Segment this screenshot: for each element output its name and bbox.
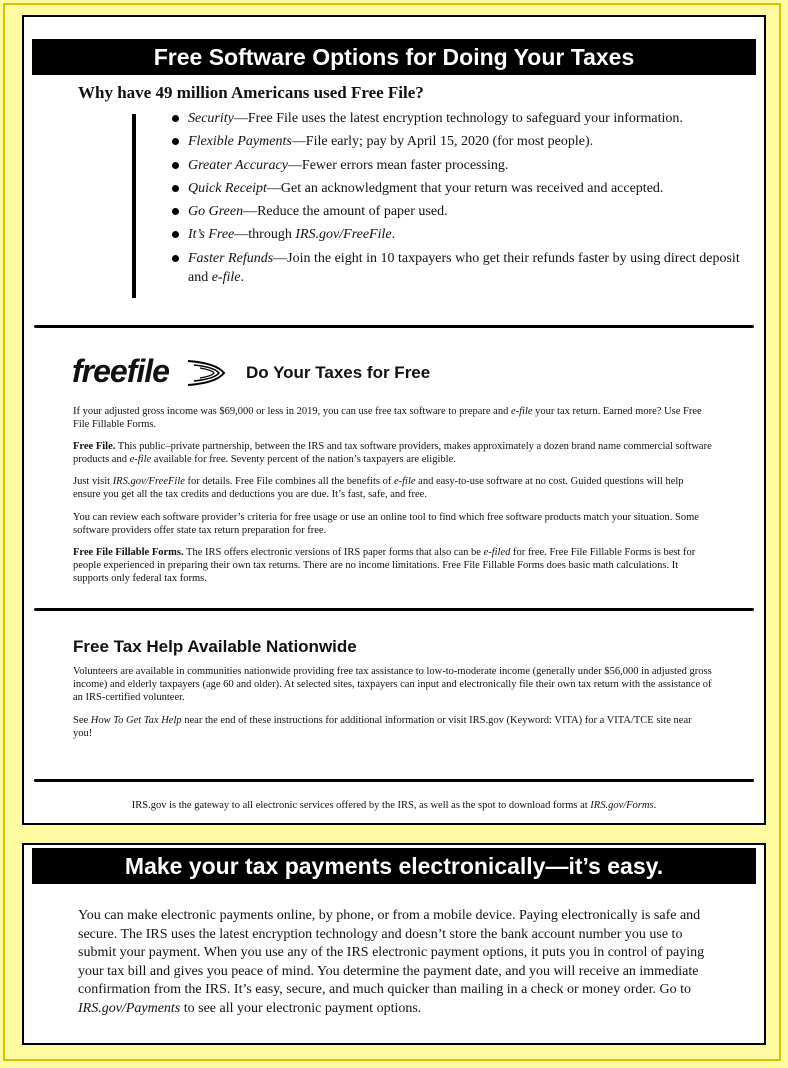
freefile-link[interactable]: IRS.gov/FreeFile	[295, 227, 392, 243]
do-taxes-free-heading: Do Your Taxes for Free	[246, 363, 431, 382]
freefile-paragraph: Free File. This public–private partnership, between the IRS and tax software providers, makes approximately a dozen brand name commercial software products and e-file available for free. Seventy percent of the nation’s taxpayers are eligible.	[73, 441, 712, 465]
swoosh-icon	[186, 353, 236, 393]
bullet-icon	[172, 255, 179, 262]
divider	[34, 325, 754, 328]
bullet-icon	[172, 138, 179, 145]
list-item: Flexible Payments—File early; pay by April 15, 2020 (for most people).	[172, 132, 742, 151]
freefile-paragraph: Just visit IRS.gov/FreeFile for details. Free File combines all the benefits of e-file and easy-to-use software at no cost. Guided questions will help ensure you get all the tax credits and deductions you are due. It’s fast, safe, and free.	[73, 476, 684, 500]
tax-help-paragraph: Volunteers are available in communities nationwide providing free tax assistance to low-to-moderate income (generally under $56,000 in adjusted gross income) and elderly taxpayers (age 60 and older). At selected sites, taxpayers can input and electronically file their own tax return with the assistance of an IRS-certified volunteer.	[73, 666, 712, 703]
list-item: Greater Accuracy—Fewer errors mean faster processing.	[172, 156, 742, 175]
tax-help-heading: Free Tax Help Available Nationwide	[73, 637, 357, 656]
bullet-icon	[172, 185, 179, 192]
bullet-icon	[172, 162, 179, 169]
bullet-sidebar	[132, 114, 136, 298]
payments-link[interactable]: IRS.gov/Payments	[78, 1000, 181, 1016]
bullet-icon	[172, 231, 179, 238]
irs-gateway-footer: IRS.gov is the gateway to all electronic services offered by the IRS, as well as the spot to download forms at IRS.gov/Forms.	[131, 800, 657, 811]
freefile-paragraph: If your adjusted gross income was $69,000 or less in 2019, you can use free tax software to prepare and e-file your tax return. Earned more? Use Free File Fillable Forms.	[73, 406, 702, 430]
list-item: Quick Receipt—Get an acknowledgment that your return was received and accepted.	[172, 179, 742, 198]
benefits-list	[172, 109, 742, 291]
why-free-file-heading: Why have 49 million Americans used Free File?	[78, 83, 424, 102]
freefile-logo: freefile	[72, 353, 169, 389]
freefile-paragraph: Free File Fillable Forms. The IRS offers electronic versions of IRS paper forms that also can be e-filed for free. Free File Fillable Forms is best for people experienced in preparing their own tax returns. There are no income limitations. Free File Fillable Forms does basic math calculations. It supports only federal tax forms.	[73, 547, 696, 584]
forms-link[interactable]: IRS.gov/Forms	[590, 800, 654, 811]
free-software-banner: Free Software Options for Doing Your Taxes	[32, 39, 756, 75]
freefile-paragraph: You can review each software provider’s criteria for free usage or use an online tool to find which free software products match your situation. Some software providers offer state tax return preparation for free.	[73, 512, 699, 536]
free-software-panel	[22, 15, 766, 825]
bullet-icon	[172, 208, 179, 215]
list-item: Faster Refunds—Join the eight in 10 taxpayers who get their refunds faster by using direct deposit and e-file.	[172, 249, 742, 287]
tax-help-paragraph: See How To Get Tax Help near the end of these instructions for additional information or visit IRS.gov (Keyword: VITA) for a VITA/TCE site near you!	[73, 715, 692, 739]
electronic-payments-panel	[22, 843, 766, 1045]
list-item: It’s Free—through IRS.gov/FreeFile.	[172, 225, 742, 244]
list-item: Security—Free File uses the latest encryption technology to safeguard your information.	[172, 109, 742, 128]
bullet-icon	[172, 115, 179, 122]
divider	[34, 608, 754, 611]
electronic-payments-banner: Make your tax payments electronically—it’s easy.	[32, 848, 756, 884]
divider	[34, 779, 754, 782]
list-item: Go Green—Reduce the amount of paper used.	[172, 202, 742, 221]
payments-paragraph: You can make electronic payments online, by phone, or from a mobile device. Paying electronically is safe and secure. The IRS uses the latest encryption technology and doesn’t store the bank account number you use to submit your payment. When you use any of the IRS electronic payment options, it puts you in control of paying your tax bill and gives you peace of mind. You determine the payment date, and you will receive an immediate confirmation from the IRS. It’s easy, secure, and much quicker than mailing in a check or money order. Go to IRS.gov/Payments to see all your electronic payment options.	[78, 908, 705, 1016]
freefile-link[interactable]: IRS.gov/FreeFile	[112, 476, 185, 487]
